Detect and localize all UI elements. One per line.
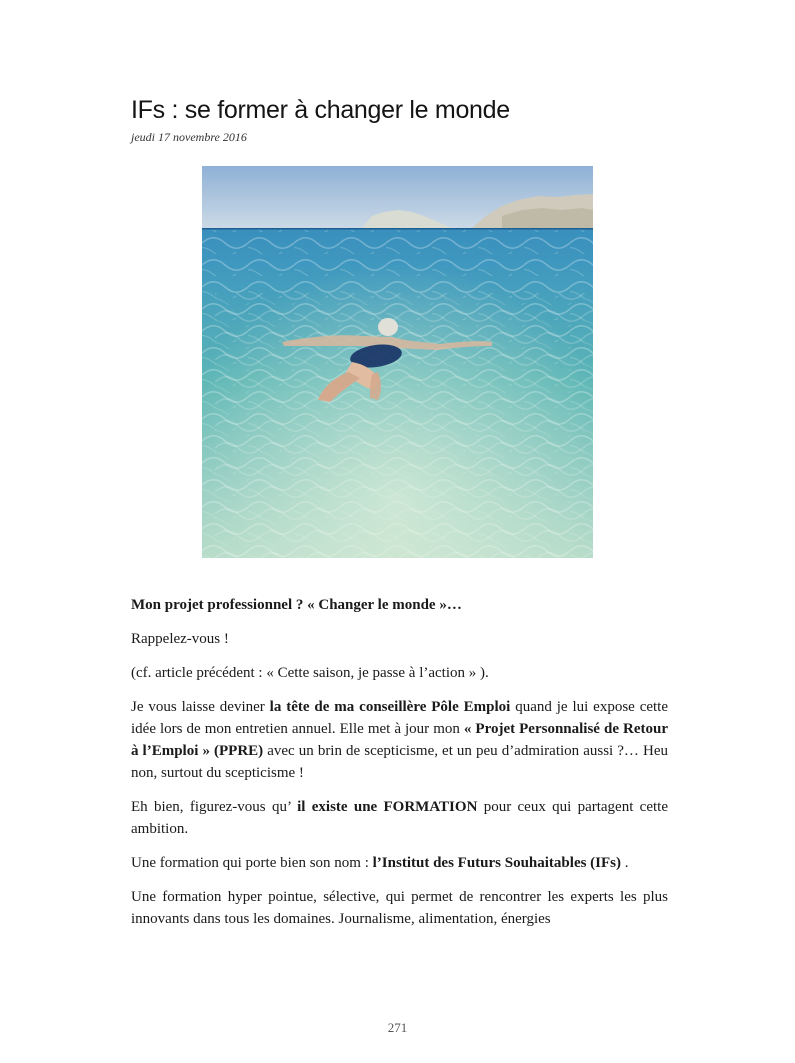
paragraph — [131, 696, 668, 784]
bold-text: l’Institut des Futurs Souhaitables (IFs) — [372, 855, 622, 871]
paragraph — [131, 628, 668, 650]
text: Eh bien, figurez-vous qu’ — [131, 799, 298, 815]
paragraph — [131, 594, 668, 616]
paragraph — [131, 886, 668, 930]
text: Je vous laisse deviner — [131, 699, 270, 715]
bold-text: la tête de ma conseillère Pôle Emploi — [269, 699, 511, 715]
text: quand je lui expose cette idée lors de mon entretien annuel. Elle met à jour mon — [131, 699, 669, 737]
text: avec un brin de scepticisme, et un peu d’admiration aussi ?… Heu non, surtout du scepticisme ! — [131, 743, 668, 781]
article-date: jeudi 17 novembre 2016 — [131, 130, 247, 144]
text: Rappelez-vous ! — [131, 631, 229, 647]
photo-swimmer-in-sea — [202, 166, 593, 558]
page-number: 271 — [387, 1020, 408, 1035]
text: (cf. article précédent : « Cette saison, je passe à l’action » ). — [131, 665, 489, 681]
text: Une formation qui porte bien son nom : — [131, 855, 373, 871]
paragraph — [131, 796, 668, 840]
article-title: IFs : se former à changer le monde — [131, 96, 510, 124]
text: pour ceux qui partagent cette ambition. — [131, 799, 668, 837]
bold-text: « Projet Personnalisé de Retour à l’Emploi » (PPRE) — [131, 721, 668, 759]
text: Une formation hyper pointue, sélective, qui permet de rencontrer les experts les plus innovants dans tous les domaines. Journalisme, alimentation, énergies — [131, 889, 668, 927]
bold-text: Mon projet professionnel ? « Changer le monde »… — [131, 597, 462, 613]
article-body — [131, 594, 668, 942]
paragraph — [131, 852, 668, 874]
text: . — [621, 855, 629, 871]
bold-text: il existe une FORMATION — [297, 799, 478, 815]
paragraph — [131, 662, 668, 684]
